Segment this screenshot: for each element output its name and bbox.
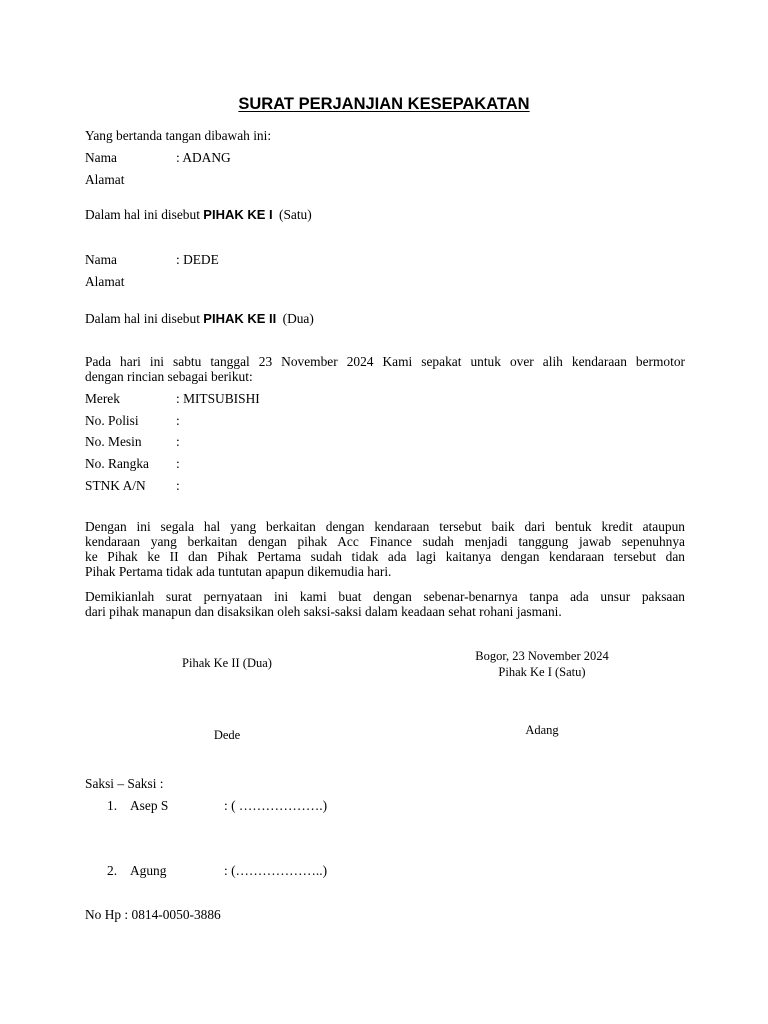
left-signatory-name: Dede <box>213 728 241 742</box>
party2-designation-prefix: Dalam hal ini disebut <box>85 311 200 326</box>
witness-heading: Saksi – Saksi : <box>85 776 164 791</box>
party2-designation-bold: PIHAK KE II <box>203 311 277 326</box>
vehicle-plate-value: : <box>176 413 180 428</box>
document-title-text: SURAT PERJANJIAN KESEPAKATAN <box>238 95 530 113</box>
clause1-line: kendaraan yang berkaitan dengan pihak Acc Finance sudah menjadi tanggung jawab sepenuhnya <box>85 534 685 549</box>
party2-designation-suffix: (Dua) <box>282 311 314 326</box>
party2-name-label: Nama <box>85 252 117 267</box>
vehicle-plate-label: No. Polisi <box>85 413 139 428</box>
vehicle-stnk-value: : <box>176 478 180 493</box>
party2-designation <box>85 311 314 327</box>
clause1-line: ke Pihak ke II dan Pihak Pertama sudah tidak ada lagi kaitanya dengan kendaraan tersebut dan <box>85 549 685 564</box>
witness-2-number: 2. <box>107 863 118 878</box>
vehicle-engine-label: No. Mesin <box>85 434 142 449</box>
party1-name-label: Nama <box>85 150 117 165</box>
party1-designation-suffix: (Satu) <box>278 207 312 222</box>
document-title <box>0 94 768 114</box>
witness-1-number: 1. <box>107 798 118 813</box>
clause2-line: Demikianlah surat pernyataan ini kami buat dengan sebenar-benarnya tanpa ada unsur paksaan <box>85 589 685 604</box>
vehicle-engine-value: : <box>176 434 180 449</box>
left-signatory-role: Pihak Ke II (Dua) <box>182 656 272 670</box>
agreement-paragraph <box>85 354 685 384</box>
clause2-paragraph <box>85 589 685 619</box>
clause1-paragraph <box>85 519 685 579</box>
party1-designation <box>85 207 312 223</box>
right-signatory-name: Adang <box>525 723 559 737</box>
vehicle-chassis-label: No. Rangka <box>85 456 149 471</box>
witness-2-signature-line: : (………………..) <box>224 863 328 878</box>
witness-2-name: Agung <box>130 863 167 878</box>
vehicle-stnk-label: STNK A/N <box>85 478 146 493</box>
party2-name-value: : DEDE <box>176 252 219 267</box>
place-date: Bogor, 23 November 2024 <box>475 649 609 663</box>
vehicle-chassis-value: : <box>176 456 180 471</box>
clause1-line: Pihak Pertama tidak ada tuntutan apapun dikemudia hari. <box>85 564 392 579</box>
party1-designation-prefix: Dalam hal ini disebut <box>85 207 200 222</box>
party1-designation-bold: PIHAK KE I <box>203 207 273 222</box>
right-signatory-role: Pihak Ke I (Satu) <box>498 665 586 679</box>
witness-1-name: Asep S <box>130 798 169 813</box>
phone-number: No Hp : 0814-0050-3886 <box>85 907 221 922</box>
vehicle-brand-value: : MITSUBISHI <box>176 391 260 406</box>
party1-address-label: Alamat <box>85 172 125 187</box>
clause1-line: Dengan ini segala hal yang berkaitan dengan kendaraan tersebut baik dari bentuk kredit ataupun <box>85 519 685 534</box>
witness-1-signature-line: : ( ……………….) <box>224 798 328 813</box>
clause2-line: dari pihak manapun dan disaksikan oleh saksi-saksi dalam keadaan sehat rohani jasmani. <box>85 604 562 619</box>
vehicle-brand-label: Merek <box>85 391 120 406</box>
party1-name-value: : ADANG <box>176 150 231 165</box>
agreement-line: Pada hari ini sabtu tanggal 23 November 2024 Kami sepakat untuk over alih kendaraan bermotor <box>85 354 685 369</box>
party2-address-label: Alamat <box>85 274 125 289</box>
intro-text: Yang bertanda tangan dibawah ini: <box>85 128 272 143</box>
agreement-line: dengan rincian sebagai berikut: <box>85 369 253 384</box>
